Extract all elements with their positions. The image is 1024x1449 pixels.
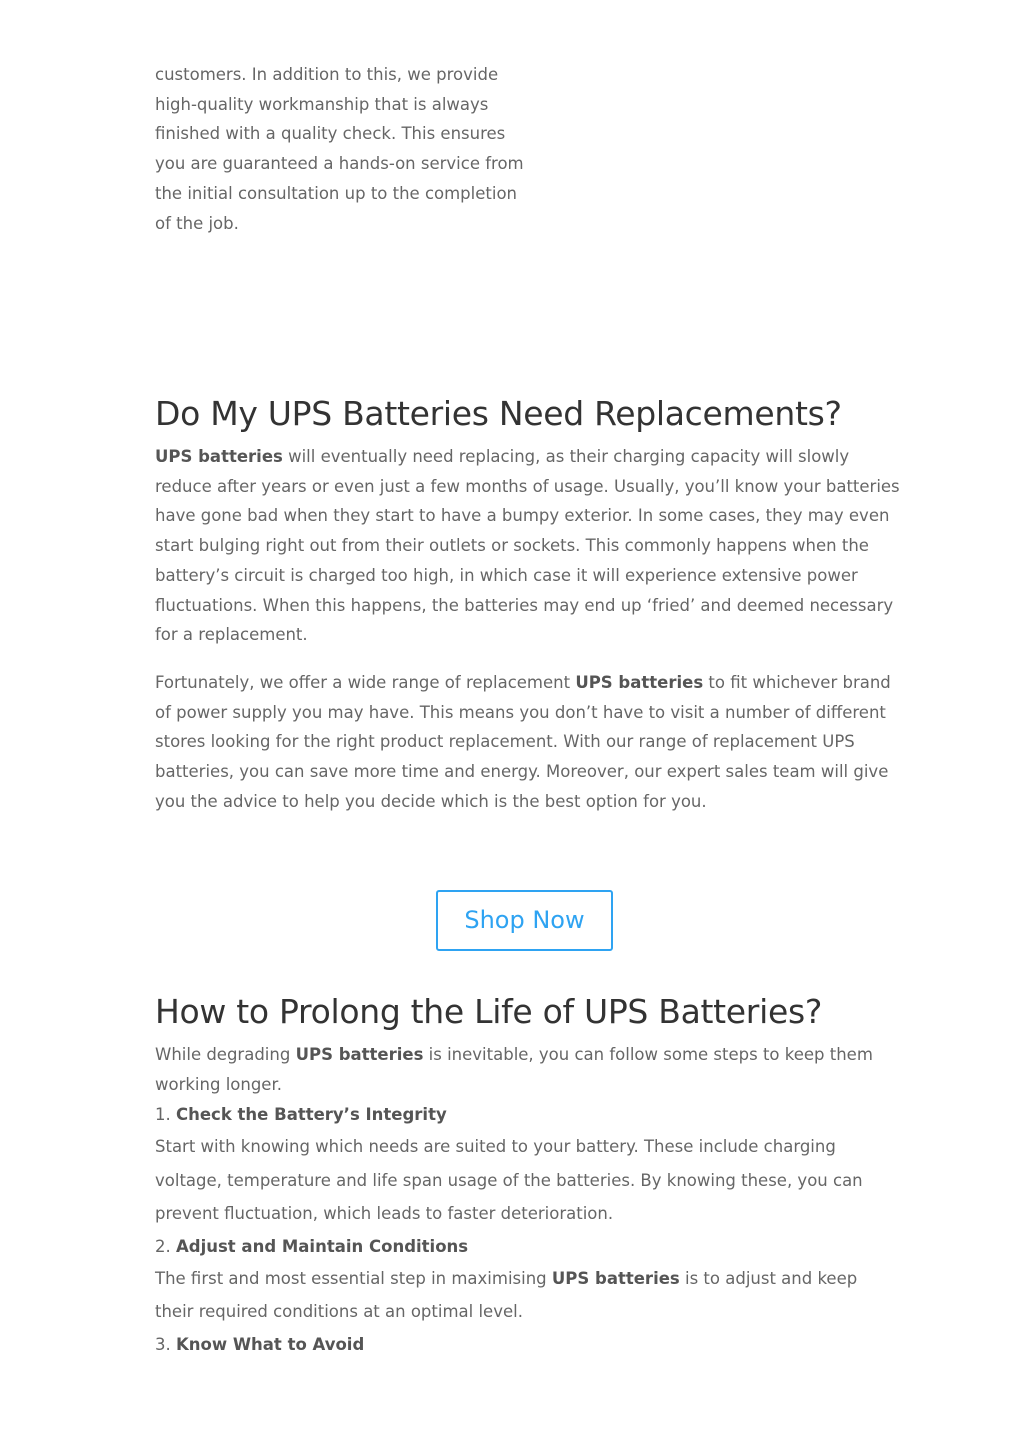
step-title-text: Check the Battery’s Integrity	[176, 1105, 447, 1125]
paragraph-text: is to adjust and keep their required conditions at an optimal level.	[155, 1268, 858, 1322]
step-3-title	[155, 1329, 900, 1360]
step-2-body	[155, 1262, 900, 1329]
section-replacements	[155, 390, 900, 816]
section-prolong-life	[155, 988, 900, 1360]
paragraph-text: to fit whichever brand of power supply you may have. This means you don’t have to visit a number of different stores looking for the right product replacement. With our range of replacement UPS batteries, you can save more time and energy. Moreover, our expert sales team will give you the advice to help you decide which is the best option for you.	[155, 672, 891, 811]
paragraph-text: Fortunately, we offer a wide range of replacement	[155, 672, 576, 692]
step-number: 1.	[155, 1105, 176, 1125]
bold-keyword: UPS batteries	[295, 1045, 424, 1064]
replacements-paragraph-1	[155, 442, 900, 650]
paragraph-text: While degrading	[155, 1045, 296, 1064]
step-number: 3.	[155, 1334, 176, 1354]
shop-now-container	[436, 890, 613, 951]
paragraph-text: The first and most essential step in maximising	[155, 1268, 552, 1288]
intro-text: customers. In addition to this, we provide high-quality workmanship that is always finished with a quality check. This ensures you are guaranteed a hands-on service from the initial consultation up to the completion of the job.	[155, 65, 524, 233]
paragraph-text: will eventually need replacing, as their charging capacity will slowly reduce after years or even just a few months of usage. Usually, you’ll know your batteries have gone bad when they start to have a bumpy exterior. In some cases, they may even start bulging right out from their outlets or sockets. This commonly happens when the battery’s circuit is charged too high, in which case it will experience extensive power fluctuations. When this happens, the batteries may end up ‘fried’ and deemed necessary for a replacement.	[155, 447, 900, 645]
step-number: 2.	[155, 1236, 176, 1256]
step-title-text: Know What to Avoid	[176, 1334, 365, 1354]
intro-paragraph	[155, 60, 525, 238]
step-1-title	[155, 1099, 900, 1130]
section-heading-replacements: Do My UPS Batteries Need Replacements?	[155, 394, 842, 433]
shop-now-button[interactable]: Shop Now	[436, 890, 613, 951]
bold-keyword: UPS batteries	[575, 672, 704, 692]
paragraph-text: is inevitable, you can follow some steps to keep them working longer.	[155, 1045, 873, 1094]
step-title-text: Adjust and Maintain Conditions	[176, 1236, 469, 1256]
bold-keyword: UPS batteries	[155, 447, 283, 466]
section-heading-prolong-life: How to Prolong the Life of UPS Batteries?	[155, 992, 823, 1031]
step-1-body: Start with knowing which needs are suited to your battery. These include charging voltage, temperature and life span usage of the batteries. By knowing these, you can prevent fluctuation, which leads to faster deterioration.	[155, 1137, 863, 1224]
bold-keyword: UPS batteries	[551, 1268, 680, 1288]
step-2-title	[155, 1231, 900, 1262]
prolong-lead-paragraph	[155, 1040, 900, 1099]
replacements-paragraph-2	[155, 668, 900, 817]
